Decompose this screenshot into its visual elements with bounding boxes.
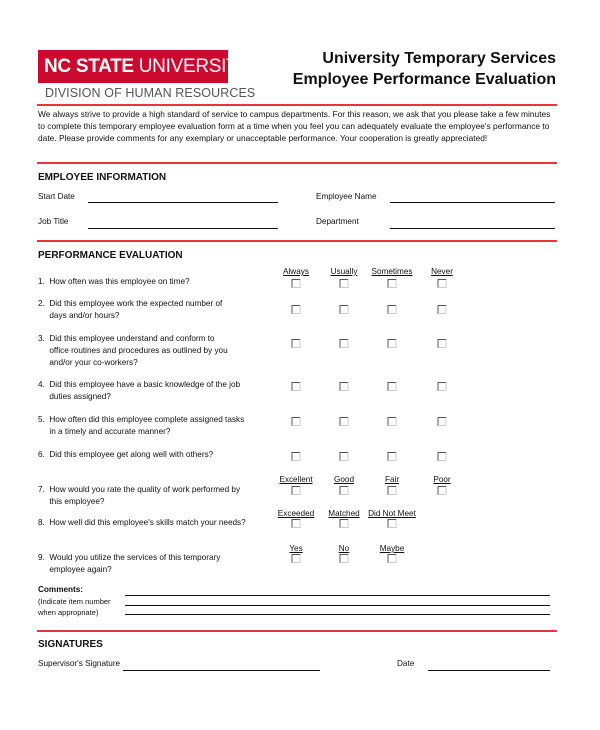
divider <box>37 240 557 242</box>
checkbox-q5-always[interactable] <box>292 417 301 426</box>
checkbox-q9-yes[interactable] <box>292 554 301 563</box>
comments-hint-2: when appropriate) <box>38 608 99 617</box>
option-header: Did Not Meet <box>368 509 416 518</box>
division-name: DIVISION OF HUMAN RESOURCES <box>45 86 256 100</box>
checkbox-q5-sometimes[interactable] <box>388 417 397 426</box>
checkbox-q2-usually[interactable] <box>340 305 349 314</box>
divider <box>37 630 557 632</box>
checkbox-q3-usually[interactable] <box>340 339 349 348</box>
option-header: No <box>338 544 350 553</box>
department-label: Department <box>316 217 359 226</box>
checkbox-q2-sometimes[interactable] <box>388 305 397 314</box>
checkbox-q3-sometimes[interactable] <box>388 339 397 348</box>
option-header: Yes <box>289 544 303 553</box>
option-header: Excellent <box>279 475 313 484</box>
employee-name-field[interactable] <box>390 202 555 203</box>
checkbox-q8-exceeded[interactable] <box>292 519 301 528</box>
checkbox-q5-usually[interactable] <box>340 417 349 426</box>
employee-name-label: Employee Name <box>316 192 377 201</box>
department-field[interactable] <box>390 228 555 229</box>
question-8: 8. How well did this employee's skills match your needs? <box>38 518 246 527</box>
checkbox-q2-always[interactable] <box>292 305 301 314</box>
checkbox-q1-usually[interactable] <box>340 279 349 288</box>
checkbox-q4-always[interactable] <box>292 382 301 391</box>
checkbox-q1-always[interactable] <box>292 279 301 288</box>
divider <box>37 104 557 106</box>
employee-info-heading: EMPLOYEE INFORMATION <box>38 172 167 183</box>
form-title-line2: Employee Performance Evaluation <box>292 71 556 88</box>
checkbox-q7-fair[interactable] <box>388 486 397 495</box>
option-header: Exceeded <box>277 509 315 518</box>
date-field[interactable] <box>428 670 550 671</box>
checkbox-q9-no[interactable] <box>340 554 349 563</box>
checkbox-q1-never[interactable] <box>438 279 447 288</box>
date-label: Date <box>397 659 415 668</box>
performance-heading: PERFORMANCE EVALUATION <box>38 250 183 261</box>
question-2: 2. Did this employee work the expected number of days and/or hours? <box>38 299 223 320</box>
question-9: 9. Would you utilize the services of this temporary employee again? <box>38 553 221 574</box>
checkbox-q1-sometimes[interactable] <box>388 279 397 288</box>
checkbox-q7-excellent[interactable] <box>292 486 301 495</box>
checkbox-q5-never[interactable] <box>438 417 447 426</box>
option-header: Poor <box>433 475 451 484</box>
checkbox-q8-matched[interactable] <box>340 519 349 528</box>
question-3: 3. Did this employee understand and conform to office routines and procedures as outlined by you and/or your co-workers? <box>38 334 228 367</box>
checkbox-q2-never[interactable] <box>438 305 447 314</box>
checkbox-q3-always[interactable] <box>292 339 301 348</box>
question-6: 6. Did this employee get along well with others? <box>38 450 214 459</box>
supervisor-signature-label: Supervisor's Signature <box>38 659 121 668</box>
comments-hint-1: (Indicate item number <box>38 597 111 606</box>
checkbox-q6-sometimes[interactable] <box>388 452 397 461</box>
form-title-line1: University Temporary Services <box>322 50 556 67</box>
option-header: Never <box>431 267 453 276</box>
checkbox-q6-usually[interactable] <box>340 452 349 461</box>
start-date-label: Start Date <box>38 192 75 201</box>
divider <box>37 162 557 164</box>
option-header: Always <box>283 267 309 276</box>
comments-line[interactable] <box>125 595 550 596</box>
option-header: Sometimes <box>371 267 413 276</box>
signatures-heading: SIGNATURES <box>38 639 103 650</box>
checkbox-q7-poor[interactable] <box>438 486 447 495</box>
question-1: 1. How often was this employee on time? <box>38 277 190 286</box>
checkbox-q7-good[interactable] <box>340 486 349 495</box>
logo-bold: NC STATE <box>44 56 134 77</box>
option-header: Usually <box>330 267 358 276</box>
option-header: Good <box>333 475 355 484</box>
checkbox-q3-never[interactable] <box>438 339 447 348</box>
option-header: Matched <box>328 509 360 518</box>
comments-label: Comments: <box>38 585 84 594</box>
question-7: 7. How would you rate the quality of work performed by this employee? <box>38 485 241 506</box>
checkbox-q4-usually[interactable] <box>340 382 349 391</box>
job-title-label: Job Title <box>38 217 69 226</box>
start-date-field[interactable] <box>88 202 278 203</box>
nc-state-logo <box>38 50 250 83</box>
option-header: Fair <box>384 475 400 484</box>
supervisor-signature-field[interactable] <box>123 670 320 671</box>
comments-line[interactable] <box>125 605 550 606</box>
question-5: 5. How often did this employee complete assigned tasks in a timely and accurate manner? <box>38 415 245 436</box>
checkbox-q6-always[interactable] <box>292 452 301 461</box>
job-title-field[interactable] <box>88 228 278 229</box>
checkbox-q4-never[interactable] <box>438 382 447 391</box>
checkbox-q8-did-not-meet[interactable] <box>388 519 397 528</box>
checkbox-q6-never[interactable] <box>438 452 447 461</box>
option-header: Maybe <box>379 544 405 553</box>
checkbox-q9-maybe[interactable] <box>388 554 397 563</box>
logo-light: UNIVERSITY <box>138 56 250 77</box>
comments-line[interactable] <box>125 614 550 615</box>
checkbox-q4-sometimes[interactable] <box>388 382 397 391</box>
intro-text: We always strive to provide a high standard of service to campus departments. For this reason, we ask that you please take a few minutes to complete this temporary employee evaluation form at a time when you feel you can adequately evaluate the employee's performance to date. Please provide comments for any exemplary or unacceptable performance. Your cooperation is greatly appreciated! <box>38 109 551 143</box>
question-4: 4. Did this employee have a basic knowledge of the job duties assigned? <box>38 380 241 401</box>
